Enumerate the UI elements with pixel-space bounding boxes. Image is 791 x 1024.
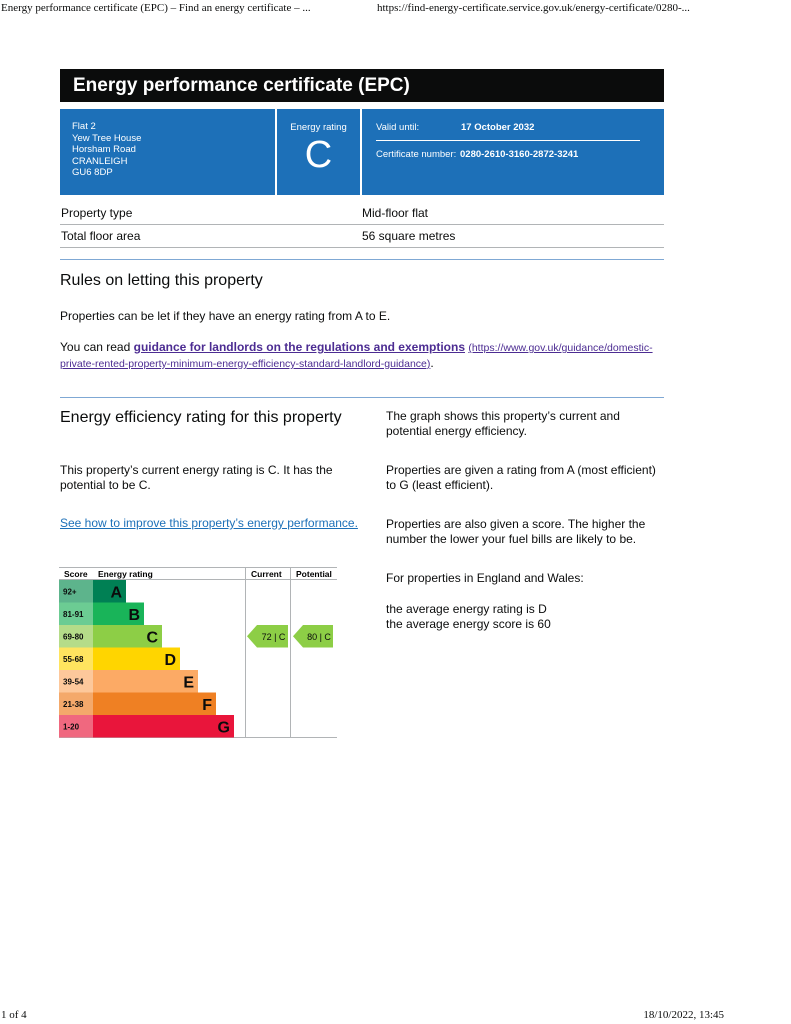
print-footer — [0, 1006, 791, 1024]
letting-heading: Rules on letting this property — [60, 272, 263, 289]
summary-value: Mid-floor flat — [362, 206, 429, 220]
print-header — [0, 0, 791, 18]
chart-header-potential: Potential — [296, 569, 332, 579]
band-letter: D — [164, 652, 176, 669]
print-header-url: https://find-energy-certificate.service.gov.uk/energy-certificate/0280-... — [377, 2, 690, 14]
band-letter: B — [128, 607, 140, 624]
property-address — [72, 121, 141, 179]
address-line: CRANLEIGH — [72, 155, 128, 167]
band-bar — [93, 693, 216, 716]
page-title: Energy performance certificate (EPC) — [60, 69, 664, 102]
band-score-range: 92+ — [63, 587, 77, 597]
address-line: Yew Tree House — [72, 132, 142, 144]
summary-row-property-type — [60, 202, 664, 225]
summary-row-floor-area — [60, 225, 664, 248]
potential-rating-label: 80 | C — [307, 631, 331, 642]
address-line: Horsham Road — [72, 144, 136, 155]
summary-value: 56 square metres — [362, 229, 456, 243]
landlord-guidance-link[interactable]: guidance for landlords on the regulations and exemptions — [133, 340, 465, 354]
band-letter: E — [183, 674, 194, 692]
band-bar — [93, 715, 234, 738]
certificate-summary-box — [60, 109, 664, 195]
guidance-paragraph — [60, 340, 660, 372]
chart-header-rating: Energy rating — [98, 569, 153, 579]
print-header-title: Energy performance certificate (EPC) – Find an energy certificate – ... — [1, 2, 311, 14]
rating-description: Properties are given a rating from A (most efficient) to G (least efficient). — [386, 463, 656, 492]
england-wales-label: For properties in England and Wales: — [386, 571, 584, 585]
letting-paragraph: Properties can be let if they have an energy rating from A to E. — [60, 309, 391, 323]
average-rating: the average energy rating is D — [386, 602, 547, 616]
chart-header-current: Current — [251, 569, 282, 579]
valid-until-value: 17 October 2032 — [461, 122, 535, 133]
band-score-range: 81-91 — [63, 610, 84, 619]
current-rating-text: This property’s current energy rating is C. It has the potential to be C. — [60, 463, 333, 492]
band-letter: A — [110, 584, 122, 602]
band-bar — [93, 670, 198, 693]
energy-rating-letter: C — [304, 134, 333, 176]
improve-performance-link[interactable]: See how to improve this property’s energy performance. — [60, 516, 358, 530]
graph-description: The graph shows this property’s current and potential energy efficiency. — [386, 409, 620, 438]
energy-rating-chart — [59, 567, 339, 739]
summary-label: Property type — [61, 206, 133, 220]
band-score-range: 55-68 — [63, 655, 84, 664]
band-letter: G — [217, 719, 230, 737]
certificate-number-label: Certificate number: — [376, 149, 457, 160]
summary-label: Total floor area — [61, 229, 141, 243]
valid-until-label: Valid until: — [376, 122, 420, 133]
section-divider — [60, 259, 664, 260]
address-line: Flat 2 — [72, 121, 96, 132]
band-letter: F — [202, 697, 212, 714]
score-description: Properties are also given a score. The higher the number the lower your fuel bills are likely to be. — [386, 517, 646, 546]
certificate-number-value: 0280-2610-3160-2872-3241 — [460, 149, 579, 160]
page-number: 1 of 4 — [1, 1009, 27, 1021]
divider — [360, 109, 362, 195]
chart-header-score: Score — [64, 569, 88, 579]
print-datetime: 18/10/2022, 13:45 — [643, 1009, 724, 1021]
improve-paragraph — [60, 516, 360, 531]
section-divider — [60, 397, 664, 398]
current-rating-label: 72 | C — [261, 631, 286, 642]
divider — [376, 140, 640, 141]
guidance-suffix: . — [430, 356, 434, 370]
band-score-range: 39-54 — [63, 677, 84, 687]
band-score-range: 69-80 — [63, 632, 84, 642]
energy-rating-label: Energy rating — [290, 122, 347, 133]
average-score: the average energy score is 60 — [386, 617, 551, 631]
band-letter: C — [146, 629, 158, 647]
band-score-range: 21-38 — [63, 700, 84, 709]
efficiency-heading: Energy efficiency rating for this property — [60, 409, 342, 426]
band-score-range: 1-20 — [63, 722, 80, 732]
guidance-prefix: You can read — [60, 340, 134, 354]
landlord-guidance-url[interactable]: (https://www.gov.uk/guidance/domestic-private-rented-property-minimum-energy-efficiency-standard-landlord-guidance) — [60, 342, 653, 370]
address-line: GU6 8DP — [72, 167, 113, 178]
